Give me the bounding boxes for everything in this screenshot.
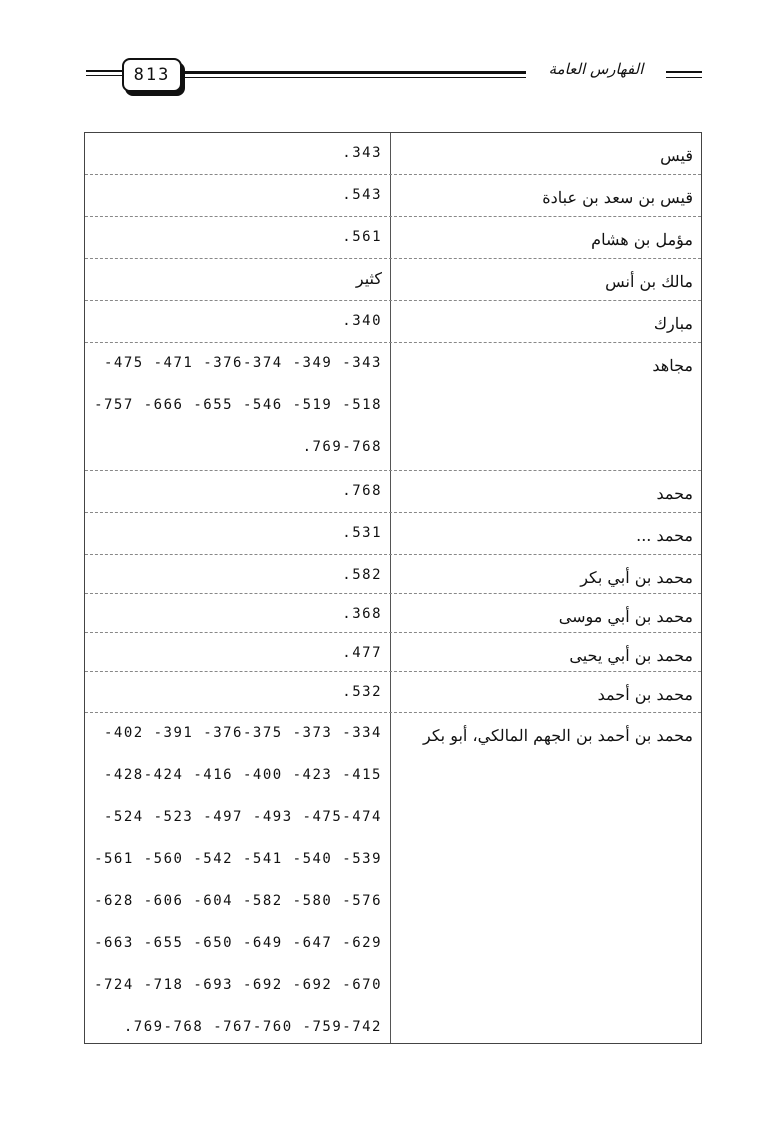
page-references: -561 -560 -542 -541 -540 -539	[94, 851, 382, 867]
entry-name: محمد ...	[390, 513, 701, 554]
page-references: .477	[342, 645, 382, 661]
entry-name: محمد	[390, 471, 701, 512]
header-rule	[666, 71, 702, 73]
entry-pages	[85, 217, 390, 258]
page-references: -428-424 -416 -400 -423 -415	[103, 767, 382, 783]
entry-pages	[85, 513, 390, 554]
entry-name: محمد بن أحمد	[390, 672, 701, 712]
entry-pages	[85, 633, 390, 671]
page-references: .543	[342, 187, 382, 203]
entry-name: محمد بن أبي موسى	[390, 594, 701, 632]
entry-pages	[85, 471, 390, 512]
page-references: -757 -666 -655 -546 -519 -518	[94, 397, 382, 413]
table-row	[85, 555, 701, 594]
page-references: -628 -606 -604 -582 -580 -576	[94, 893, 382, 909]
page-references: .531	[342, 525, 382, 541]
page-references: .561	[342, 229, 382, 245]
entry-pages	[85, 672, 390, 712]
page-references: .532	[342, 684, 382, 700]
table-row	[85, 471, 701, 513]
table-row	[85, 217, 701, 259]
page-references: .769-768	[302, 439, 382, 455]
page-references: -475 -471 -376-374 -349 -343	[103, 355, 382, 371]
page-references: -524 -523 -497 -493 -475-474	[103, 809, 382, 825]
index-table	[84, 132, 702, 1044]
header-rule	[86, 75, 122, 76]
header-rule	[182, 71, 526, 74]
running-title: الفهارس العامة	[548, 60, 644, 78]
header-rule	[666, 77, 702, 78]
page-references: .340	[342, 313, 382, 329]
page-references: .368	[342, 606, 382, 622]
entry-name: مالك بن أنس	[390, 259, 701, 300]
header-rule	[86, 70, 122, 72]
entry-name: محمد بن أحمد بن الجهم المالكي، أبو بكر	[390, 713, 701, 1043]
entry-pages	[85, 555, 390, 593]
entry-pages	[85, 259, 390, 300]
entry-pages	[85, 133, 390, 174]
entry-name: قيس	[390, 133, 701, 174]
entry-pages	[85, 175, 390, 216]
entry-pages	[85, 594, 390, 632]
page-header	[86, 58, 702, 96]
table-row	[85, 259, 701, 301]
table-row	[85, 594, 701, 633]
page-number: 813	[122, 58, 182, 92]
table-row	[85, 633, 701, 672]
entry-name: محمد بن أبي يحيى	[390, 633, 701, 671]
entry-name: مؤمل بن هشام	[390, 217, 701, 258]
entry-pages	[85, 301, 390, 342]
table-row	[85, 513, 701, 555]
header-rule	[182, 77, 526, 78]
page-references: كثير	[355, 269, 382, 288]
table-row	[85, 672, 701, 713]
page-references: .768	[342, 483, 382, 499]
table-row	[85, 175, 701, 217]
entry-pages	[85, 713, 390, 1043]
entry-name: قيس بن سعد بن عبادة	[390, 175, 701, 216]
table-row	[85, 713, 701, 1043]
entry-name: مجاهد	[390, 343, 701, 470]
page-references: -402 -391 -376-375 -373 -334	[103, 725, 382, 741]
entry-name: محمد بن أبي بكر	[390, 555, 701, 593]
table-row	[85, 133, 701, 175]
page-references: .343	[342, 145, 382, 161]
page-references: -663 -655 -650 -649 -647 -629	[94, 935, 382, 951]
page-references: .769-768 -767-760 -759-742	[123, 1019, 382, 1035]
page-references: .582	[342, 567, 382, 583]
entry-name: مبارك	[390, 301, 701, 342]
table-row	[85, 301, 701, 343]
table-row	[85, 343, 701, 471]
entry-pages	[85, 343, 390, 470]
page-references: -724 -718 -693 -692 -692 -670	[94, 977, 382, 993]
